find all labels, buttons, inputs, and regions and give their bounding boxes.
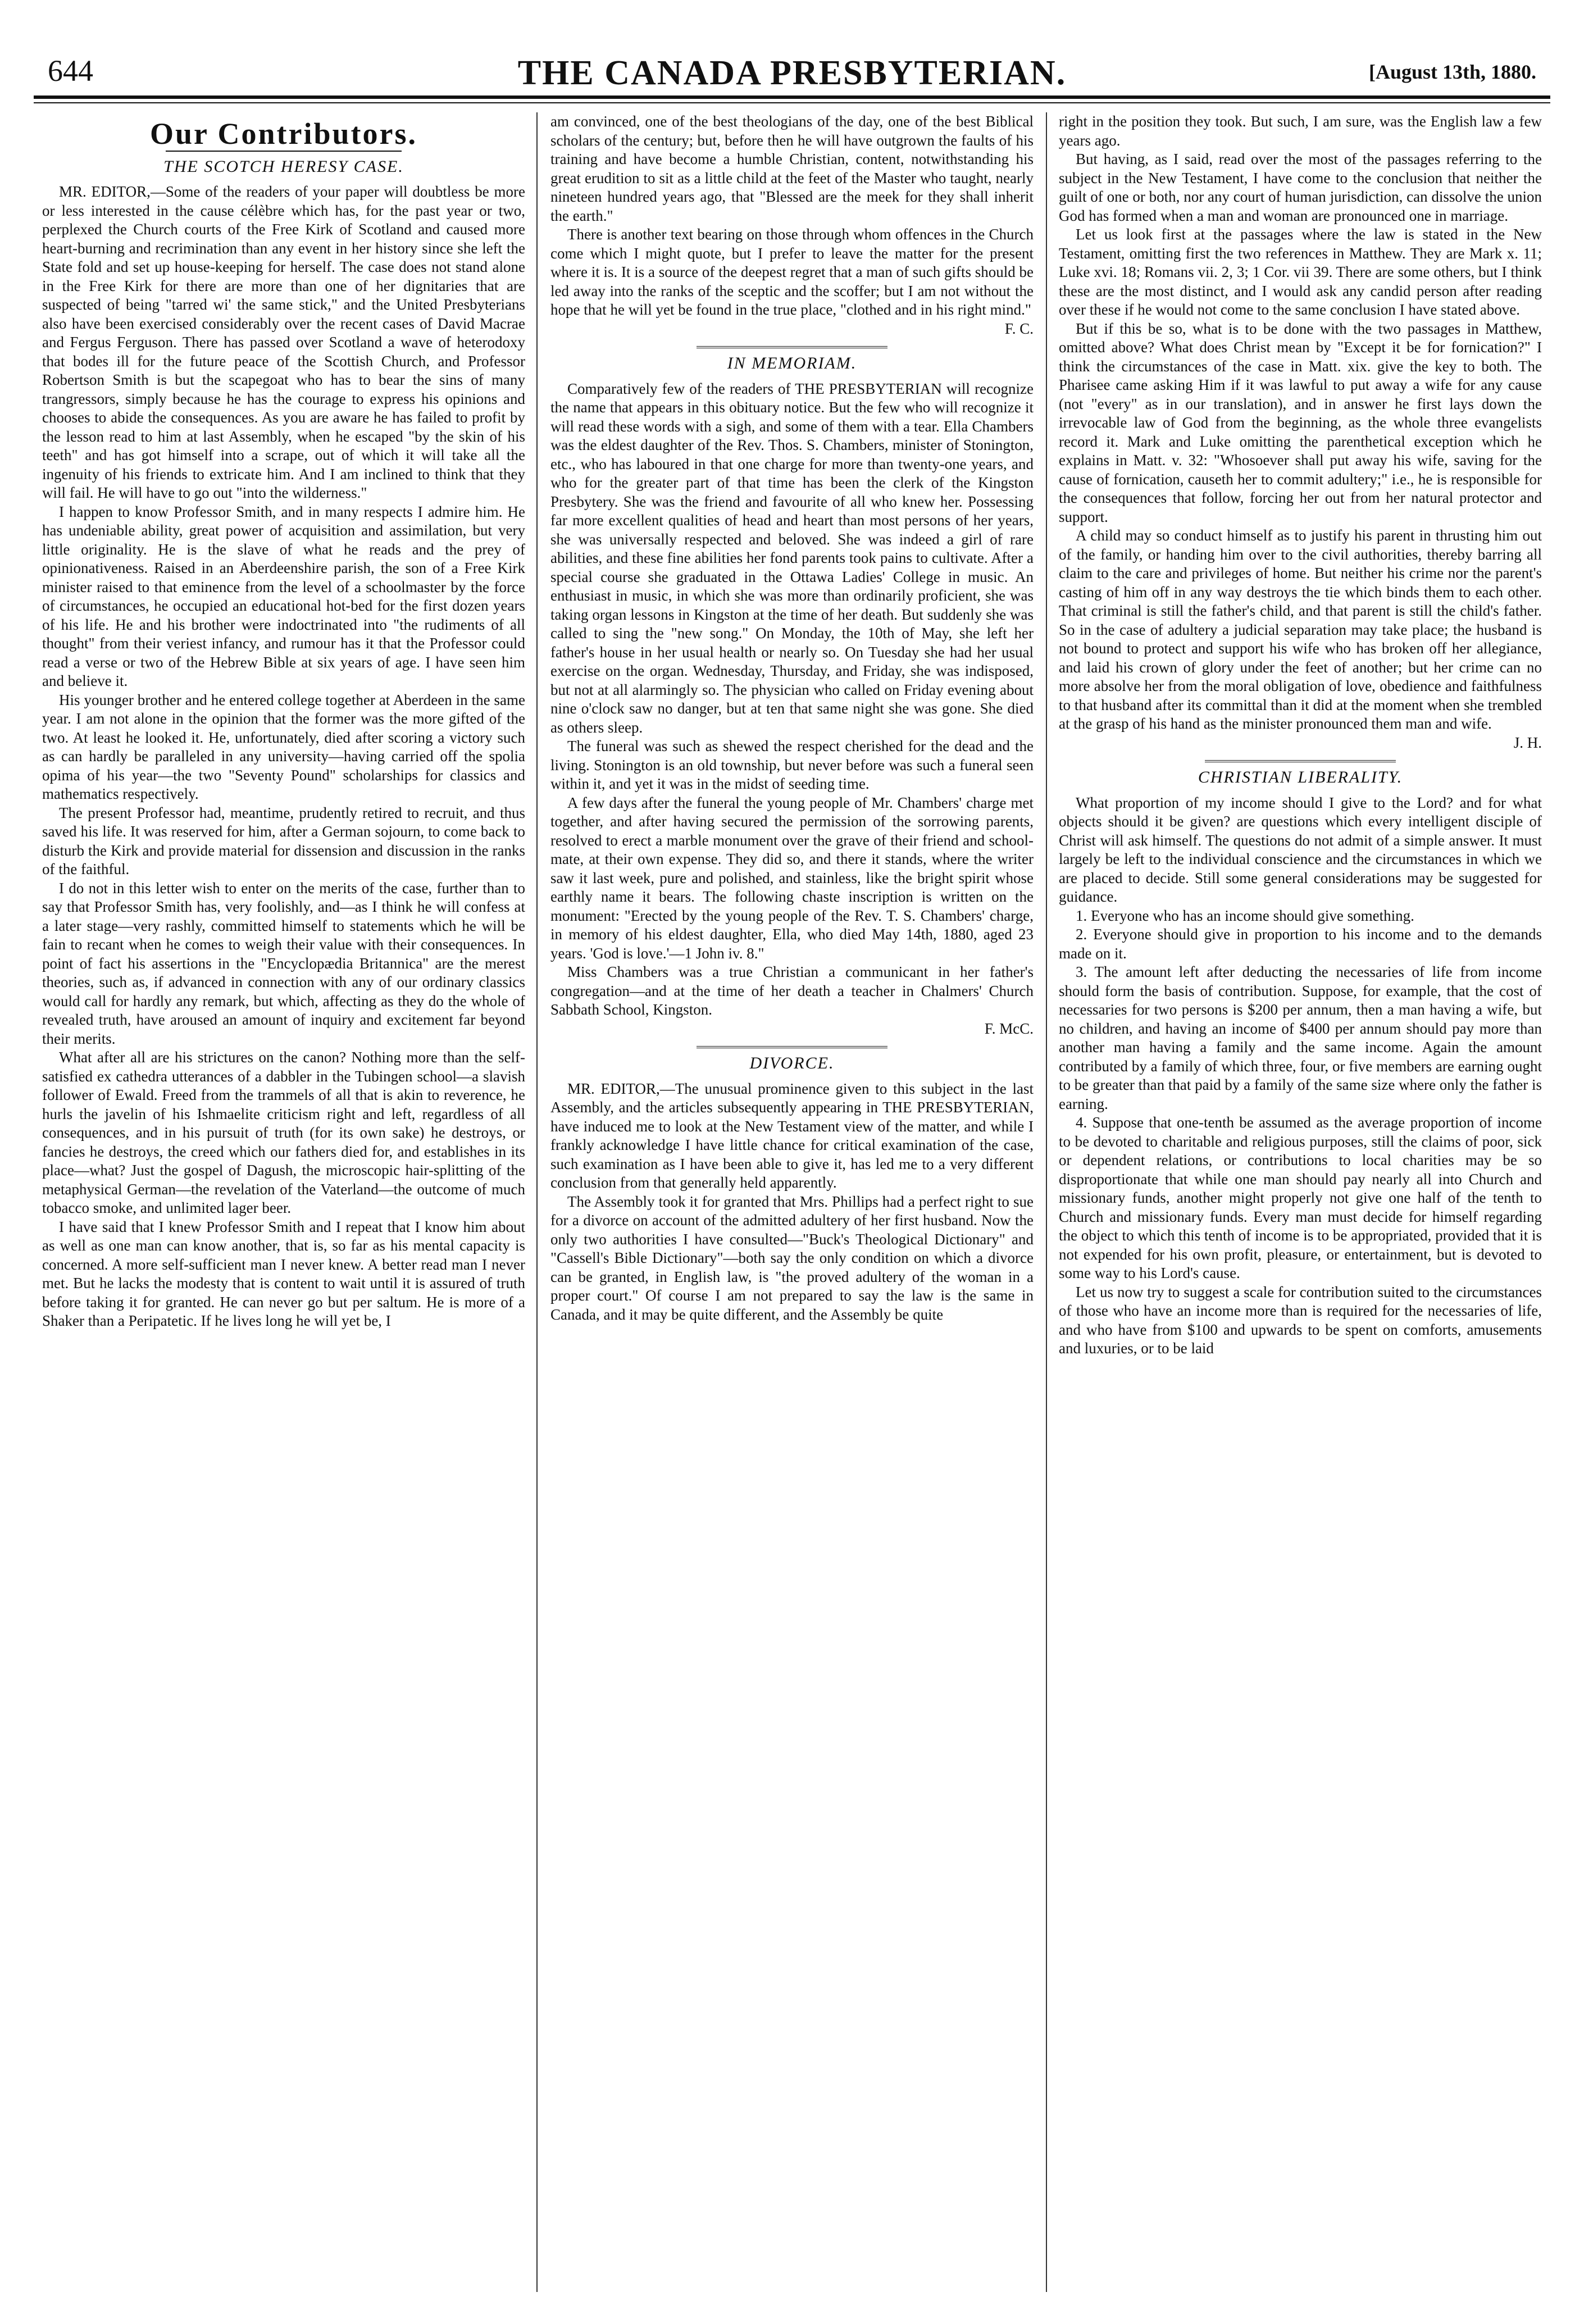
paragraph: 2. Everyone should give in proportion to his income and to the demands made on it. [1059, 926, 1542, 962]
signature: F. C. [1004, 320, 1034, 337]
paragraph: I happen to know Professor Smith, and in many respects I admire him. He has undeniable ability, great power of acquisition and assimilation, but very little originality. He is the slave of what he reads and the prey of opinionativeness. Raised in an Aberdeenshire parish, the son of a Free Kirk minister raised to that eminence from the level of a schoolmaster by the force of circumstances, he occupied an educational hot-bed for the first dozen years of his life. He and his brother were indoctrinated into "the rudiments of all thought" from their veriest infancy, and rumour has it that the Professor could read a verse or two of the Hebrew Bible at six years of age. I have seen him and believe it. [42, 503, 525, 689]
column-1 [42, 112, 525, 2292]
paragraph: right in the position they took. But such, I am sure, was the English law a few years ago. [1059, 113, 1542, 149]
column-divider [1046, 112, 1047, 2292]
article-title-in-memoriam: IN MEMORIAM. [727, 354, 857, 372]
paragraph: There is another text bearing on those through whom offences in the Church come which I might quote, but I prefer to leave the matter for the present where it is. It is a source of the deepest regret that a man of such gifts should be led away into the ranks of the sceptic and the scoffer; but I am not without the hope that he will yet be found in the true place, "clothed and in his right mind." [550, 226, 1034, 318]
article-title-christian-liberality: CHRISTIAN LIBERALITY. [1198, 768, 1403, 786]
paragraph: But if this be so, what is to be done with the two passages in Matthew, omitted above? What does Christ mean by "Except it be for fornication?" I think the circumstances of the case in Matt. xix. give the key to both. The Pharisee came asking Him if it was lawful to put away a wife for any cause (not "every" as in our translation), and in answer he first lays down the irrevocable law of God from the beginning, as the whole three evangelists record it. Mark and Luke omitting the parenthetical exception which he explains in Matt. v. 32: "Whosoever shall put away his wife, saving for the cause of fornication, causeth her to commit adultery;" i.e., he is responsible for the consequences that follow, forcing her out from her natural protector and support. [1059, 320, 1542, 525]
article-title-scotch-heresy: THE SCOTCH HERESY CASE. [163, 157, 404, 176]
paragraph: The funeral was such as shewed the respect cherished for the dead and the living. Stonington is an old township, but never before was such a funeral seen within it, and yet it was in the midst of seeding time. [550, 738, 1034, 792]
column-divider [536, 112, 538, 2292]
paragraph: What after all are his strictures on the canon? Nothing more than the self-satisfied ex cathedra utterances of a dabbler in the Tubingen school—a slavish follower of Ewald. Freed from the trammels of all that is akin to reverence, he hurls the javelin of his Ishmaelite criticism right and left, regardless of all consequences, and in his pursuit of truth (for its own sake) he destroys, or fancies he destroys, the creed which our fathers died for, and establishes in its place—what? Just the gospel of Dagush, the microscopic hair-splitting of the metaphysical German—the revelation of the Vaterland—the outcome of much tobacco smoke, and unlimited lager beer. [42, 1049, 525, 1216]
issue-date: [August 13th, 1880. [1368, 61, 1536, 83]
paragraph: I do not in this letter wish to enter on the merits of the case, further than to say that Professor Smith has, very foolishly, and—as I think he will confess at a later stage—very rashly, committed himself to statements which he will be fain to recant when he comes to weigh their value with their consequences. In point of fact his assertions in the "Encyclopædia Britannica" are the merest theories, such as, if advanced in connection with any of our ordinary classics would call for hardly any remark, but which, affecting as they do the whole of revealed truth, have aroused an amount of inquiry and excitement far beyond their merits. [42, 879, 525, 1047]
newspaper-title: THE CANADA PRESBYTERIAN. [517, 54, 1067, 92]
section-heading: Our Contributors. [149, 117, 418, 151]
paragraph: What proportion of my income should I give to the Lord? and for what objects should it be given? are questions which every intelligent disciple of Christ will ask himself. The questions do not admit of a simple answer. It must largely be left to the individual conscience and the circumstances in which we are placed to decide. Still some general considerations may be suggested for guidance. [1059, 794, 1542, 905]
paragraph: 4. Suppose that one-tenth be assumed as the average proportion of income to be devoted to charitable and religious purposes, still the claims of poor, sick or dependent relations, or contributions to local charities may be so disproportionate that while one man should pay nearly all into Church and missionary funds, another might properly not give one half of the tenth to Church and missionary funds. Every man must decide for himself regarding the object to which this tenth of income is to be appropriated, provided that it is not expended for his own profit, pleasure, or entertainment, but is devoted to some way to his Lord's cause. [1059, 1114, 1542, 1281]
article-separator [697, 346, 887, 348]
paragraph: A few days after the funeral the young people of Mr. Chambers' charge met together, and after having secured the permission of the sorrowing parents, resolved to erect a marble monument over the grave of their friend and school-mate, at their own expense. They did so, and there it stands, where the writer saw it last week, pure and polished, and stainless, like the bright spirit whose earthly name it bears. The following chaste inscription is written on the monument: "Erected by the young people of the Rev. T. S. Chambers' charge, in memory of his eldest daughter, Ella, who died May 14th, 1880, aged 23 years. 'God is love.'—1 John iv. 8." [550, 794, 1034, 962]
paragraph: Let us now try to suggest a scale for contribution suited to the circumstances of those who have an income more than is required for the necessaries of life, and who have from $100 and upwards to be spent on comforts, amusements and luxuries, or to be laid [1059, 1283, 1542, 1357]
paragraph: MR. EDITOR,—The unusual prominence given to this subject in the last Assembly, and the articles subsequently appearing in THE PRESBYTERIAN, have induced me to look at the New Testament view of the matter, and while I frankly acknowledge I have little chance for critical examination of the case, such examination as I have been able to give it, has led me to a very different conclusion from that generally held apparently. [550, 1080, 1034, 1191]
paragraph: A child may so conduct himself as to justify his parent in thrusting him out of the family, or handing him over to the civil authorities, thereby barring all claim to the care and privileges of home. But neither his crime nor the parent's casting of him off in any way destroys the tie which binds them to each other. That criminal is still the father's child, and that parent is still the child's father. So in the case of adultery a judicial separation may take place; the husband is not bound to protect and support his wife who has broken off her allegiance, and laid his crown of glory under the feet of another; but her crime can no more absolve her from the moral obligation of love, obedience and faithfulness to that husband after its committal than it did at the moment when she trembled at the grasp of his hand as the minister pronounced them man and wife. [1059, 527, 1542, 732]
signature: F. McC. [984, 1020, 1034, 1037]
paragraph: But having, as I said, read over the most of the passages referring to the subject in the New Testament, I have come to the conclusion that neither the guilt of one or both, nor any court of human jurisdiction, can dissolve the union God has formed when a man and woman are pronounced one in marriage. [1059, 151, 1542, 224]
article-title-divorce: DIVORCE. [749, 1054, 835, 1072]
column-2 [550, 112, 1034, 2292]
paragraph: Let us look first at the passages where the law is stated in the New Testament, omitting first the two references in Matthew. They are Mark x. 11; Luke xvi. 18; Romans vii. 2, 3; 1 Cor. vii 39. There are some others, but I think these are the most distinct, and I would ask any candid person after reading over these if he would not come to the same conclusion I have stated above. [1059, 226, 1542, 318]
column-3 [1059, 112, 1542, 2292]
paragraph: I have said that I knew Professor Smith and I repeat that I know him about as well as one man can know another, that is, so far as his mental capacity is concerned. A more self-sufficient man I never knew. A better read man I never met. But he lacks the modesty that is content to wait until it is assured of truth before taking it for granted. He can never go but per saltum. He is more of a Shaker than a Peripatetic. If he lives long he will yet be, I [42, 1218, 525, 1329]
paragraph: Miss Chambers was a true Christian a communicant in her father's congregation—and at the time of her death a teacher in Chalmers' Church Sabbath School, Kingston. [550, 963, 1034, 1018]
paragraph: His younger brother and he entered college together at Aberdeen in the same year. I am not alone in the opinion that the former was the more gifted of the two. At least he looked it. He, unfortunately, died after scoring a victory such as can hardly be paralleled in any university—having carried off the spolia opima of his year—the two "Seventy Pound" scholarships for classics and mathematics respectively. [42, 691, 525, 802]
paragraph: am convinced, one of the best theologians of the day, one of the best Biblical scholars of the century; but, before then he will have outgrown the faults of his training and have become a humble Christian, content, notwithstanding his great erudition to sit as a little child at the feet of the Master who taught, nearly nineteen hundred years ago, that "Blessed are the meek for they shall inherit the earth." [550, 113, 1034, 224]
header-rule-thin [34, 102, 1550, 103]
header-rule [34, 95, 1550, 99]
paragraph: The Assembly took it for granted that Mrs. Phillips had a perfect right to sue for a divorce on account of the admitted adultery of her first husband. Now the only two authorities I have consulted—"Buck's Theological Dictionary" and "Cassell's Bible Dictionary"—both say the only condition on which a divorce can be granted, in English law, is "the proved adultery of the woman in a proper court." Of course I am not prepared to say the law is the same in Canada, and it may be quite different, and the Assembly be quite [550, 1193, 1034, 1323]
paragraph: Comparatively few of the readers of THE PRESBYTERIAN will recognize the name that appears in this obituary notice. But the few who will recognize it will read these words with a sigh, and some of them with a tear. Ella Chambers was the eldest daughter of the Rev. Thos. S. Chambers, minister of Stonington, etc., who has laboured in that one charge for more than twenty-one years, and who for the greater part of that time has been the clerk of the Kingston Presbytery. She was the friend and favourite of all who knew her. Possessing far more excellent qualities of head and heart than most persons of her years, she was universally respected and beloved. She was indeed a girl of rare abilities, and these fine abilities her fond parents took pains to cultivate. After a special course she graduated in the Ottawa Ladies' College in music. An enthusiast in music, in which she was more than ordinarily proficient, she was taking organ lessons in Kingston at the time of her death. But suddenly she was called to sing the "new song." On Monday, the 10th of May, she left her father's house in her usual health or nearly so. On Tuesday she had her usual exercise on the organ. Wednesday, Thursday, and Friday, she was indisposed, but not at all alarmingly so. The physician who called on Friday evening about nine o'clock saw no danger, but at ten that same night she was gone. She died as others sleep. [550, 380, 1034, 736]
page-number: 644 [48, 54, 93, 88]
page-header [48, 53, 1536, 92]
paragraph: 1. Everyone who has an income should give something. [1076, 907, 1414, 924]
paragraph: MR. EDITOR,—Some of the readers of your paper will doubtless be more or less interested in the cause célèbre which has, for the past year or two, perplexed the Church courts of the Free Kirk of Scotland and caused more heart-burning and recrimination than any event in her history since she left the State fold and set up house-keeping for herself. The case does not stand alone in the Free Kirk for there are more than one of her dignitaries that are suspected of being "tarred wi' the same stick," and the United Presbyterians also have been exercised considerably over the recent cases of David Macrae and Fergus Ferguson. There has passed over Scotland a wave of heterodoxy that bodes ill for the future peace of the Scottish Church, and Professor Robertson Smith is but the scapegoat who has to bear the sins of many trangressors, simply because he has the courage to express his opinions and chooses to abide the consequences. As you are aware he has failed to profit by the lesson read to him at last Assembly, when he escaped "by the skin of his teeth" and has got himself into a scrape, out of which it will take all the ingenuity of his friends to extricate him. And I am inclined to think that they will fail. He will have to go out "into the wilderness." [42, 183, 525, 501]
paragraph: The present Professor had, meantime, prudently retired to recruit, and thus saved his life. It was reserved for him, after a German sojourn, to come back to disturb the Kirk and provide material for dissension and discussion in the ranks of the faithful. [42, 804, 525, 877]
paragraph: 3. The amount left after deducting the necessaries of life from income should form the basis of contribution. Suppose, for example, that the cost of necessaries for two persons is $200 per annum, then a man having a wife, but no children, and having an income of $400 per annum should pay more than another man having a family and the same income. Again the amount contributed by a family of which three, four, or five members are earning ought to be greater than that paid by a family of the same size where only the father is earning. [1059, 963, 1542, 1112]
article-separator [697, 1046, 887, 1048]
article-separator [1205, 760, 1396, 762]
signature: J. H. [1513, 734, 1542, 751]
